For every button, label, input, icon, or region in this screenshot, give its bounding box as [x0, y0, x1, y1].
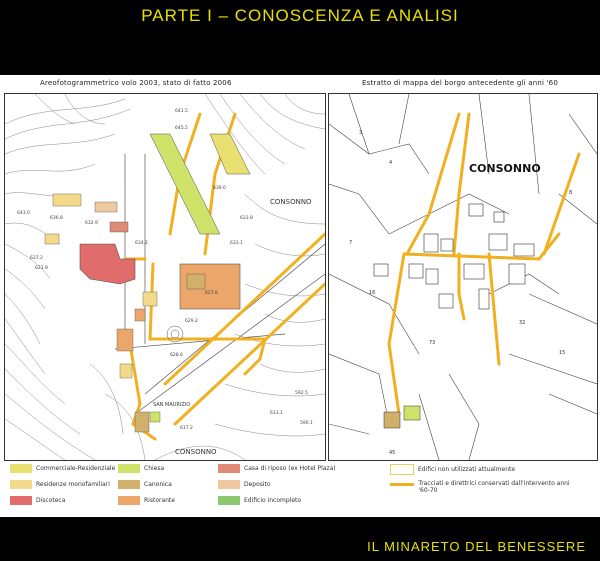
deposit-1 — [95, 202, 117, 212]
legend-commerciale: Commerciale-Residenziale — [10, 464, 115, 473]
swatch-chiesa — [118, 464, 140, 473]
legend-canonica: Canonica — [118, 480, 172, 489]
house-1 — [53, 194, 81, 206]
san-maurizio-canonica — [135, 412, 149, 432]
swatch-casa-riposo — [218, 464, 240, 473]
disco-building — [80, 244, 135, 284]
svg-text:592.5: 592.5 — [295, 391, 308, 396]
svg-text:32: 32 — [519, 320, 526, 326]
svg-text:639.0: 639.0 — [213, 186, 226, 191]
canonica-building — [187, 274, 205, 289]
swatch-tracciati — [390, 483, 414, 486]
svg-text:641.5: 641.5 — [175, 109, 188, 114]
swatch-edifici-non-utilizzati — [390, 464, 414, 475]
house-4 — [143, 292, 157, 306]
house-5 — [45, 234, 59, 244]
historic-place-label: CONSONNO — [469, 162, 541, 175]
svg-text:632.9: 632.9 — [85, 221, 98, 226]
house-2 — [117, 329, 133, 351]
svg-text:73: 73 — [429, 340, 436, 346]
map-sheet — [0, 75, 600, 517]
svg-text:645.5: 645.5 — [175, 126, 188, 131]
svg-text:643.0: 643.0 — [17, 211, 30, 216]
church-label: SAN MAURIZIO — [153, 402, 191, 408]
svg-text:7: 7 — [349, 240, 353, 246]
place-label-consonno-bottom: CONSONNO — [175, 448, 217, 456]
svg-text:633.1: 633.1 — [230, 241, 243, 246]
svg-text:15: 15 — [559, 350, 566, 356]
swatch-residenze — [10, 480, 32, 489]
care-home — [110, 222, 128, 232]
legend-edificio-incompleto: Edificio incompleto — [218, 496, 301, 505]
svg-text:629.2: 629.2 — [185, 319, 198, 324]
right-map-caption: Estratto di mappa del borgo antecedente gli anni '60 — [362, 79, 558, 87]
svg-text:45: 45 — [389, 450, 396, 456]
historic-canonica — [384, 412, 400, 428]
svg-text:16: 16 — [369, 290, 376, 296]
historic-church — [404, 406, 420, 420]
swatch-ristorante — [118, 496, 140, 505]
place-label-consonno-top: CONSONNO — [270, 198, 312, 206]
project-footer: IL MINARETO DEL BENESSERE — [367, 539, 586, 554]
svg-text:627.8: 627.8 — [205, 291, 218, 296]
svg-text:613.1: 613.1 — [270, 411, 283, 416]
historic-map-drawing — [329, 94, 597, 460]
swatch-commerciale — [10, 464, 32, 473]
svg-text:3: 3 — [359, 130, 363, 136]
parcel-lines — [329, 94, 597, 460]
legend-casa-riposo: Casa di riposo (ex Hotel Plaza) — [218, 464, 336, 473]
legend-chiesa: Chiesa — [118, 464, 164, 473]
legend-deposito: Deposito — [218, 480, 271, 489]
church-area — [150, 134, 220, 234]
legend-tracciati: Tracciati e direttrici conservati dall'intervento anni '60-70 — [390, 480, 580, 494]
page-title: PARTE I – CONOSCENZA E ANALISI — [141, 6, 459, 25]
svg-text:636.8: 636.8 — [50, 216, 63, 221]
swatch-edificio-incompleto — [218, 496, 240, 505]
current-state-map-drawing — [5, 94, 325, 460]
svg-text:590.1: 590.1 — [300, 421, 313, 426]
legend-ristorante: Ristorante — [118, 496, 175, 505]
svg-text:627.2: 627.2 — [30, 256, 43, 261]
svg-text:623.8: 623.8 — [240, 216, 253, 221]
svg-text:621.9: 621.9 — [35, 266, 48, 271]
swatch-canonica — [118, 480, 140, 489]
house-6 — [135, 309, 145, 321]
svg-text:8: 8 — [569, 190, 573, 196]
svg-text:634.2: 634.2 — [135, 241, 148, 246]
svg-text:628.6: 628.6 — [170, 353, 183, 358]
legend-edifici-non-utilizzati: Edifici non utilizzati attualmente — [390, 464, 515, 475]
swatch-deposito — [218, 480, 240, 489]
current-state-map — [4, 93, 326, 461]
svg-text:4: 4 — [389, 160, 393, 166]
house-3 — [120, 364, 132, 378]
legend-discoteca: Discoteca — [10, 496, 65, 505]
left-map-caption: Areofotogrammetrico volo 2003, stato di fatto 2006 — [40, 79, 232, 87]
legend-residenze: Residenze monofamiliari — [10, 480, 110, 489]
san-maurizio-church — [150, 412, 160, 422]
historic-map — [328, 93, 598, 461]
svg-text:617.2: 617.2 — [180, 426, 193, 431]
swatch-discoteca — [10, 496, 32, 505]
